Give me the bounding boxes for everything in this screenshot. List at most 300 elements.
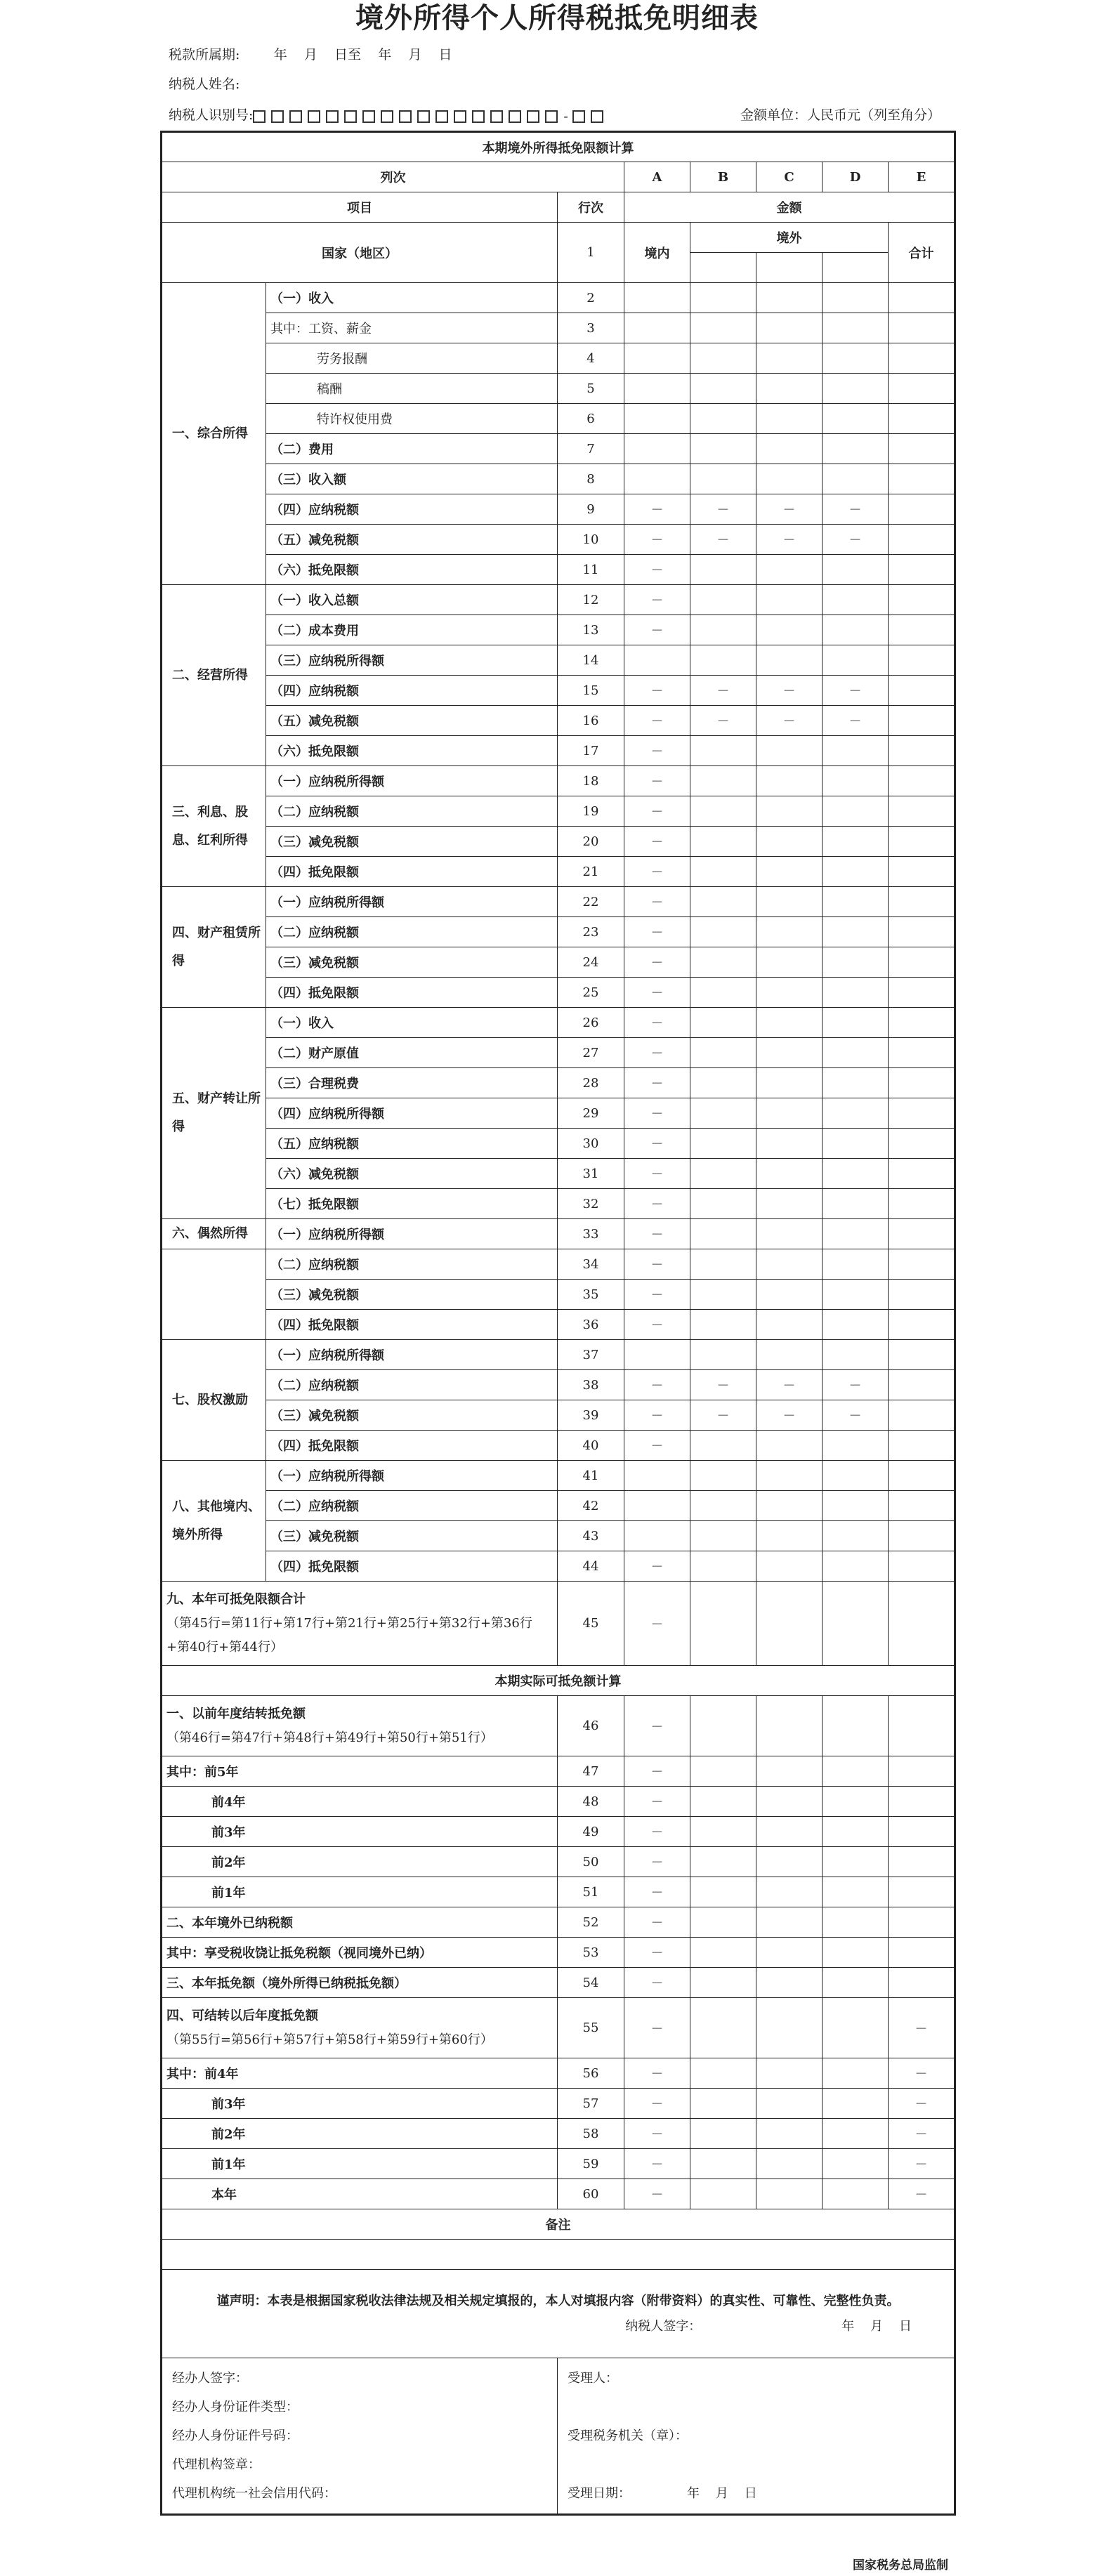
- amount-cell-b[interactable]: [690, 645, 756, 676]
- amount-cell-a[interactable]: [624, 313, 690, 343]
- amount-cell-d[interactable]: [823, 947, 889, 978]
- amount-cell-a[interactable]: －: [624, 1008, 690, 1038]
- amount-cell-d[interactable]: [823, 1907, 889, 1938]
- id-digit-box[interactable]: [454, 110, 466, 123]
- amount-cell-b[interactable]: [690, 1907, 756, 1938]
- id-digit-box[interactable]: [472, 110, 485, 123]
- amount-cell-c[interactable]: [756, 1938, 823, 1968]
- id-digit-box[interactable]: [289, 110, 302, 123]
- amount-cell-a[interactable]: －: [624, 766, 690, 796]
- amount-cell-e[interactable]: [889, 857, 955, 887]
- agent-org-seal[interactable]: 代理机构签章：: [172, 2457, 261, 2472]
- id-digit-box[interactable]: [509, 110, 521, 123]
- id-digit-box[interactable]: [271, 110, 284, 123]
- amount-cell-e[interactable]: －: [889, 2179, 955, 2209]
- amount-cell-a[interactable]: －: [624, 1696, 690, 1756]
- amount-cell-c[interactable]: [756, 827, 823, 857]
- amount-cell-b[interactable]: [690, 434, 756, 464]
- amount-cell-d[interactable]: [823, 1340, 889, 1370]
- amount-cell-c[interactable]: [756, 555, 823, 585]
- amount-cell-a[interactable]: －: [624, 615, 690, 645]
- amount-cell-e[interactable]: [889, 706, 955, 736]
- id-digit-box[interactable]: [545, 110, 558, 123]
- receiver-office[interactable]: 受理税务机关（章）：: [568, 2429, 688, 2443]
- amount-cell-b[interactable]: －: [690, 525, 756, 555]
- amount-cell-c[interactable]: [756, 2089, 823, 2119]
- amount-cell-c[interactable]: －: [756, 1400, 823, 1431]
- amount-cell-c[interactable]: －: [756, 1370, 823, 1400]
- amount-cell-a[interactable]: －: [624, 1370, 690, 1400]
- amount-cell-a[interactable]: －: [624, 1038, 690, 1068]
- amount-cell-d[interactable]: [823, 464, 889, 494]
- amount-cell-d[interactable]: [823, 2119, 889, 2149]
- amount-cell-e[interactable]: [889, 1310, 955, 1340]
- amount-cell-b[interactable]: －: [690, 494, 756, 525]
- amount-cell-e[interactable]: [889, 1098, 955, 1129]
- amount-cell-c[interactable]: [756, 1068, 823, 1098]
- amount-cell-e[interactable]: [889, 1280, 955, 1310]
- amount-cell-a[interactable]: －: [624, 706, 690, 736]
- amount-cell-d[interactable]: [823, 374, 889, 404]
- amount-cell-d[interactable]: [823, 1280, 889, 1310]
- amount-cell-e[interactable]: [889, 1696, 955, 1756]
- amount-cell-d[interactable]: [823, 1219, 889, 1249]
- amount-cell-a[interactable]: [624, 374, 690, 404]
- amount-cell-e[interactable]: [889, 1461, 955, 1491]
- amount-cell-e[interactable]: －: [889, 2058, 955, 2089]
- amount-cell-e[interactable]: [889, 585, 955, 615]
- amount-cell-d[interactable]: [823, 857, 889, 887]
- amount-cell-b[interactable]: [690, 1817, 756, 1847]
- amount-cell-b[interactable]: [690, 1551, 756, 1582]
- amount-cell-e[interactable]: [889, 1817, 955, 1847]
- amount-cell-b[interactable]: [690, 1219, 756, 1249]
- amount-cell-b[interactable]: [690, 1696, 756, 1756]
- amount-cell-e[interactable]: [889, 1249, 955, 1280]
- amount-cell-d[interactable]: [823, 1008, 889, 1038]
- amount-cell-d[interactable]: [823, 1491, 889, 1521]
- amount-cell-a[interactable]: －: [624, 1998, 690, 2058]
- id-digit-box[interactable]: [572, 110, 585, 123]
- amount-cell-b[interactable]: [690, 464, 756, 494]
- amount-cell-c[interactable]: [756, 1582, 823, 1666]
- amount-cell-e[interactable]: [889, 343, 955, 374]
- amount-cell-a[interactable]: －: [624, 1907, 690, 1938]
- amount-cell-c[interactable]: [756, 947, 823, 978]
- id-digit-box[interactable]: [308, 110, 320, 123]
- amount-cell-e[interactable]: [889, 1756, 955, 1787]
- amount-cell-c[interactable]: [756, 2119, 823, 2149]
- amount-cell-a[interactable]: －: [624, 1847, 690, 1877]
- amount-cell-a[interactable]: －: [624, 494, 690, 525]
- amount-cell-c[interactable]: －: [756, 676, 823, 706]
- amount-cell-e[interactable]: [889, 917, 955, 947]
- amount-cell-a[interactable]: [624, 1340, 690, 1370]
- amount-cell-e[interactable]: －: [889, 2119, 955, 2149]
- id-digit-box[interactable]: [591, 110, 603, 123]
- amount-cell-c[interactable]: [756, 1219, 823, 1249]
- foreign-country-cell[interactable]: [756, 253, 823, 283]
- amount-cell-d[interactable]: [823, 1938, 889, 1968]
- taxpayer-id-boxes[interactable]: [253, 106, 608, 126]
- amount-cell-c[interactable]: [756, 1817, 823, 1847]
- amount-cell-e[interactable]: [889, 1038, 955, 1068]
- amount-cell-b[interactable]: [690, 736, 756, 766]
- amount-cell-b[interactable]: [690, 1968, 756, 1998]
- amount-cell-d[interactable]: [823, 736, 889, 766]
- amount-cell-d[interactable]: [823, 1968, 889, 1998]
- amount-cell-e[interactable]: [889, 1968, 955, 1998]
- amount-cell-b[interactable]: [690, 1998, 756, 2058]
- amount-cell-a[interactable]: －: [624, 2179, 690, 2209]
- id-digit-box[interactable]: [435, 110, 448, 123]
- foreign-country-cell[interactable]: [690, 253, 756, 283]
- id-digit-box[interactable]: [381, 110, 393, 123]
- amount-cell-c[interactable]: [756, 1551, 823, 1582]
- amount-cell-b[interactable]: [690, 1068, 756, 1098]
- amount-cell-d[interactable]: [823, 1249, 889, 1280]
- amount-cell-b[interactable]: [690, 585, 756, 615]
- amount-cell-a[interactable]: －: [624, 1219, 690, 1249]
- amount-cell-b[interactable]: [690, 917, 756, 947]
- amount-cell-e[interactable]: [889, 1008, 955, 1038]
- amount-cell-b[interactable]: [690, 766, 756, 796]
- amount-cell-d[interactable]: －: [823, 706, 889, 736]
- remarks-field[interactable]: [162, 2240, 955, 2270]
- amount-cell-e[interactable]: [889, 1521, 955, 1551]
- amount-cell-d[interactable]: [823, 827, 889, 857]
- amount-cell-e[interactable]: [889, 1189, 955, 1219]
- amount-cell-b[interactable]: [690, 1129, 756, 1159]
- amount-cell-a[interactable]: －: [624, 1189, 690, 1219]
- amount-cell-c[interactable]: [756, 615, 823, 645]
- amount-cell-c[interactable]: [756, 1907, 823, 1938]
- id-digit-box[interactable]: [344, 110, 357, 123]
- amount-cell-d[interactable]: －: [823, 676, 889, 706]
- amount-cell-e[interactable]: [889, 978, 955, 1008]
- amount-cell-a[interactable]: －: [624, 1249, 690, 1280]
- amount-cell-a[interactable]: [624, 283, 690, 313]
- amount-cell-b[interactable]: －: [690, 676, 756, 706]
- amount-cell-d[interactable]: [823, 1847, 889, 1877]
- amount-cell-e[interactable]: [889, 1877, 955, 1907]
- amount-cell-d[interactable]: [823, 1129, 889, 1159]
- amount-cell-d[interactable]: [823, 1098, 889, 1129]
- amount-cell-a[interactable]: －: [624, 1756, 690, 1787]
- amount-cell-b[interactable]: －: [690, 1370, 756, 1400]
- amount-cell-b[interactable]: [690, 2149, 756, 2179]
- amount-cell-e[interactable]: [889, 1787, 955, 1817]
- amount-cell-c[interactable]: [756, 434, 823, 464]
- amount-cell-a[interactable]: －: [624, 555, 690, 585]
- amount-cell-d[interactable]: [823, 404, 889, 434]
- amount-cell-e[interactable]: [889, 434, 955, 464]
- id-digit-box[interactable]: [399, 110, 412, 123]
- amount-cell-e[interactable]: [889, 1370, 955, 1400]
- amount-cell-e[interactable]: [889, 1340, 955, 1370]
- amount-cell-a[interactable]: －: [624, 2089, 690, 2119]
- amount-cell-b[interactable]: [690, 283, 756, 313]
- amount-cell-d[interactable]: [823, 1817, 889, 1847]
- amount-cell-c[interactable]: [756, 1998, 823, 2058]
- amount-cell-d[interactable]: [823, 978, 889, 1008]
- amount-cell-d[interactable]: [823, 1551, 889, 1582]
- amount-cell-d[interactable]: [823, 1877, 889, 1907]
- amount-cell-c[interactable]: [756, 1189, 823, 1219]
- amount-cell-b[interactable]: [690, 2179, 756, 2209]
- amount-cell-a[interactable]: －: [624, 1310, 690, 1340]
- amount-cell-d[interactable]: [823, 343, 889, 374]
- amount-cell-e[interactable]: [889, 1907, 955, 1938]
- amount-cell-e[interactable]: [889, 374, 955, 404]
- id-digit-box[interactable]: [253, 110, 266, 123]
- amount-cell-c[interactable]: [756, 736, 823, 766]
- amount-cell-d[interactable]: －: [823, 525, 889, 555]
- amount-cell-d[interactable]: [823, 434, 889, 464]
- amount-cell-e[interactable]: [889, 645, 955, 676]
- amount-cell-d[interactable]: [823, 1310, 889, 1340]
- amount-cell-e[interactable]: [889, 555, 955, 585]
- amount-cell-e[interactable]: [889, 676, 955, 706]
- amount-cell-a[interactable]: [624, 404, 690, 434]
- amount-cell-b[interactable]: －: [690, 1400, 756, 1431]
- amount-cell-d[interactable]: [823, 313, 889, 343]
- amount-cell-b[interactable]: [690, 1249, 756, 1280]
- amount-cell-d[interactable]: [823, 1787, 889, 1817]
- amount-cell-c[interactable]: －: [756, 494, 823, 525]
- amount-cell-c[interactable]: [756, 1249, 823, 1280]
- amount-cell-b[interactable]: [690, 796, 756, 827]
- amount-cell-e[interactable]: [889, 766, 955, 796]
- amount-cell-b[interactable]: [690, 947, 756, 978]
- amount-cell-c[interactable]: －: [756, 706, 823, 736]
- amount-cell-c[interactable]: [756, 2058, 823, 2089]
- amount-cell-b[interactable]: [690, 857, 756, 887]
- amount-cell-b[interactable]: [690, 1189, 756, 1219]
- amount-cell-b[interactable]: [690, 1008, 756, 1038]
- amount-cell-c[interactable]: [756, 645, 823, 676]
- amount-cell-b[interactable]: [690, 1038, 756, 1068]
- amount-cell-e[interactable]: [889, 404, 955, 434]
- amount-cell-c[interactable]: [756, 1877, 823, 1907]
- amount-cell-a[interactable]: [624, 343, 690, 374]
- agent-id-type[interactable]: 经办人身份证件类型：: [172, 2400, 299, 2414]
- amount-cell-d[interactable]: [823, 766, 889, 796]
- amount-cell-a[interactable]: [624, 645, 690, 676]
- amount-cell-c[interactable]: [756, 1340, 823, 1370]
- amount-cell-a[interactable]: －: [624, 1129, 690, 1159]
- amount-cell-d[interactable]: [823, 1582, 889, 1666]
- amount-cell-b[interactable]: [690, 1461, 756, 1491]
- amount-cell-b[interactable]: [690, 2058, 756, 2089]
- amount-cell-d[interactable]: [823, 615, 889, 645]
- amount-cell-b[interactable]: [690, 313, 756, 343]
- amount-cell-d[interactable]: [823, 887, 889, 917]
- amount-cell-c[interactable]: [756, 1787, 823, 1817]
- id-digit-box[interactable]: [417, 110, 430, 123]
- amount-cell-e[interactable]: [889, 1219, 955, 1249]
- agent-org-code[interactable]: 代理机构统一社会信用代码：: [172, 2486, 336, 2501]
- amount-cell-c[interactable]: [756, 1008, 823, 1038]
- amount-cell-c[interactable]: [756, 766, 823, 796]
- amount-cell-a[interactable]: [624, 1461, 690, 1491]
- id-digit-box[interactable]: [490, 110, 503, 123]
- amount-cell-e[interactable]: [889, 525, 955, 555]
- amount-cell-c[interactable]: [756, 1491, 823, 1521]
- amount-cell-b[interactable]: [690, 1521, 756, 1551]
- amount-cell-e[interactable]: [889, 1551, 955, 1582]
- amount-cell-c[interactable]: [756, 1696, 823, 1756]
- amount-cell-c[interactable]: [756, 887, 823, 917]
- amount-cell-d[interactable]: －: [823, 1400, 889, 1431]
- amount-cell-c[interactable]: [756, 313, 823, 343]
- amount-cell-c[interactable]: [756, 2149, 823, 2179]
- amount-cell-b[interactable]: [690, 1847, 756, 1877]
- amount-cell-e[interactable]: [889, 313, 955, 343]
- amount-cell-a[interactable]: －: [624, 1938, 690, 1968]
- amount-cell-a[interactable]: －: [624, 917, 690, 947]
- sign-date[interactable]: 年 月 日: [841, 2318, 912, 2334]
- amount-cell-c[interactable]: [756, 1129, 823, 1159]
- amount-cell-b[interactable]: [690, 1756, 756, 1787]
- amount-cell-c[interactable]: －: [756, 525, 823, 555]
- amount-cell-c[interactable]: [756, 796, 823, 827]
- amount-cell-e[interactable]: [889, 1159, 955, 1189]
- amount-cell-e[interactable]: [889, 1129, 955, 1159]
- amount-cell-e[interactable]: [889, 464, 955, 494]
- amount-cell-c[interactable]: [756, 1847, 823, 1877]
- amount-cell-e[interactable]: [889, 615, 955, 645]
- amount-cell-b[interactable]: [690, 1431, 756, 1461]
- id-digit-box[interactable]: [326, 110, 339, 123]
- amount-cell-d[interactable]: [823, 1038, 889, 1068]
- amount-cell-a[interactable]: －: [624, 978, 690, 1008]
- amount-cell-a[interactable]: －: [624, 736, 690, 766]
- amount-cell-c[interactable]: [756, 1461, 823, 1491]
- amount-cell-a[interactable]: －: [624, 1068, 690, 1098]
- amount-cell-c[interactable]: [756, 1968, 823, 1998]
- amount-cell-b[interactable]: [690, 1938, 756, 1968]
- amount-cell-e[interactable]: [889, 1582, 955, 1666]
- tax-period-value[interactable]: 年 月 日至 年 月 日: [273, 47, 452, 63]
- amount-cell-c[interactable]: [756, 1521, 823, 1551]
- amount-cell-d[interactable]: [823, 917, 889, 947]
- amount-cell-e[interactable]: －: [889, 2149, 955, 2179]
- amount-cell-d[interactable]: [823, 1521, 889, 1551]
- amount-cell-b[interactable]: [690, 404, 756, 434]
- amount-cell-c[interactable]: [756, 585, 823, 615]
- amount-cell-c[interactable]: [756, 917, 823, 947]
- amount-cell-e[interactable]: [889, 1847, 955, 1877]
- amount-cell-d[interactable]: [823, 796, 889, 827]
- amount-cell-d[interactable]: [823, 1189, 889, 1219]
- amount-cell-d[interactable]: [823, 1756, 889, 1787]
- amount-cell-e[interactable]: [889, 736, 955, 766]
- amount-cell-c[interactable]: [756, 2179, 823, 2209]
- amount-cell-c[interactable]: [756, 374, 823, 404]
- amount-cell-d[interactable]: [823, 585, 889, 615]
- amount-cell-a[interactable]: －: [624, 1582, 690, 1666]
- amount-cell-a[interactable]: [624, 1521, 690, 1551]
- amount-cell-a[interactable]: －: [624, 2149, 690, 2179]
- amount-cell-b[interactable]: [690, 615, 756, 645]
- amount-cell-e[interactable]: [889, 494, 955, 525]
- amount-cell-c[interactable]: [756, 1756, 823, 1787]
- amount-cell-b[interactable]: [690, 343, 756, 374]
- amount-cell-e[interactable]: [889, 283, 955, 313]
- receiver-date-value[interactable]: 年 月 日: [687, 2486, 757, 2501]
- amount-cell-a[interactable]: －: [624, 1159, 690, 1189]
- amount-cell-e[interactable]: [889, 1431, 955, 1461]
- amount-cell-a[interactable]: －: [624, 525, 690, 555]
- amount-cell-d[interactable]: －: [823, 494, 889, 525]
- amount-cell-b[interactable]: [690, 555, 756, 585]
- amount-cell-a[interactable]: －: [624, 585, 690, 615]
- amount-cell-d[interactable]: [823, 645, 889, 676]
- foreign-country-cell[interactable]: [823, 253, 889, 283]
- amount-cell-e[interactable]: －: [889, 2089, 955, 2119]
- amount-cell-c[interactable]: [756, 404, 823, 434]
- amount-cell-d[interactable]: [823, 1461, 889, 1491]
- amount-cell-a[interactable]: －: [624, 1551, 690, 1582]
- amount-cell-a[interactable]: －: [624, 2119, 690, 2149]
- amount-cell-e[interactable]: [889, 796, 955, 827]
- amount-cell-c[interactable]: [756, 1098, 823, 1129]
- amount-cell-a[interactable]: －: [624, 1787, 690, 1817]
- amount-cell-a[interactable]: －: [624, 1431, 690, 1461]
- amount-cell-e[interactable]: [889, 827, 955, 857]
- amount-cell-b[interactable]: [690, 887, 756, 917]
- amount-cell-a[interactable]: －: [624, 796, 690, 827]
- amount-cell-c[interactable]: [756, 283, 823, 313]
- amount-cell-b[interactable]: [690, 2119, 756, 2149]
- amount-cell-b[interactable]: [690, 1491, 756, 1521]
- amount-cell-d[interactable]: [823, 1431, 889, 1461]
- amount-cell-a[interactable]: －: [624, 827, 690, 857]
- amount-cell-d[interactable]: [823, 1696, 889, 1756]
- amount-cell-a[interactable]: －: [624, 676, 690, 706]
- amount-cell-e[interactable]: [889, 1400, 955, 1431]
- amount-cell-e[interactable]: [889, 887, 955, 917]
- amount-cell-c[interactable]: [756, 1431, 823, 1461]
- amount-cell-d[interactable]: [823, 283, 889, 313]
- amount-cell-a[interactable]: －: [624, 2058, 690, 2089]
- amount-cell-d[interactable]: [823, 1998, 889, 2058]
- amount-cell-a[interactable]: －: [624, 947, 690, 978]
- amount-cell-e[interactable]: [889, 947, 955, 978]
- amount-cell-b[interactable]: [690, 1340, 756, 1370]
- amount-cell-b[interactable]: [690, 1280, 756, 1310]
- id-digit-box[interactable]: [527, 110, 539, 123]
- amount-cell-c[interactable]: [756, 1310, 823, 1340]
- amount-cell-c[interactable]: [756, 1038, 823, 1068]
- amount-cell-b[interactable]: －: [690, 706, 756, 736]
- amount-cell-a[interactable]: －: [624, 1968, 690, 1998]
- amount-cell-b[interactable]: [690, 1877, 756, 1907]
- id-digit-box[interactable]: [362, 110, 375, 123]
- amount-cell-b[interactable]: [690, 2089, 756, 2119]
- amount-cell-d[interactable]: －: [823, 1370, 889, 1400]
- amount-cell-a[interactable]: [624, 434, 690, 464]
- amount-cell-a[interactable]: －: [624, 1280, 690, 1310]
- amount-cell-c[interactable]: [756, 343, 823, 374]
- amount-cell-c[interactable]: [756, 978, 823, 1008]
- amount-cell-a[interactable]: －: [624, 887, 690, 917]
- amount-cell-b[interactable]: [690, 827, 756, 857]
- amount-cell-b[interactable]: [690, 1787, 756, 1817]
- amount-cell-b[interactable]: [690, 1310, 756, 1340]
- amount-cell-a[interactable]: －: [624, 1400, 690, 1431]
